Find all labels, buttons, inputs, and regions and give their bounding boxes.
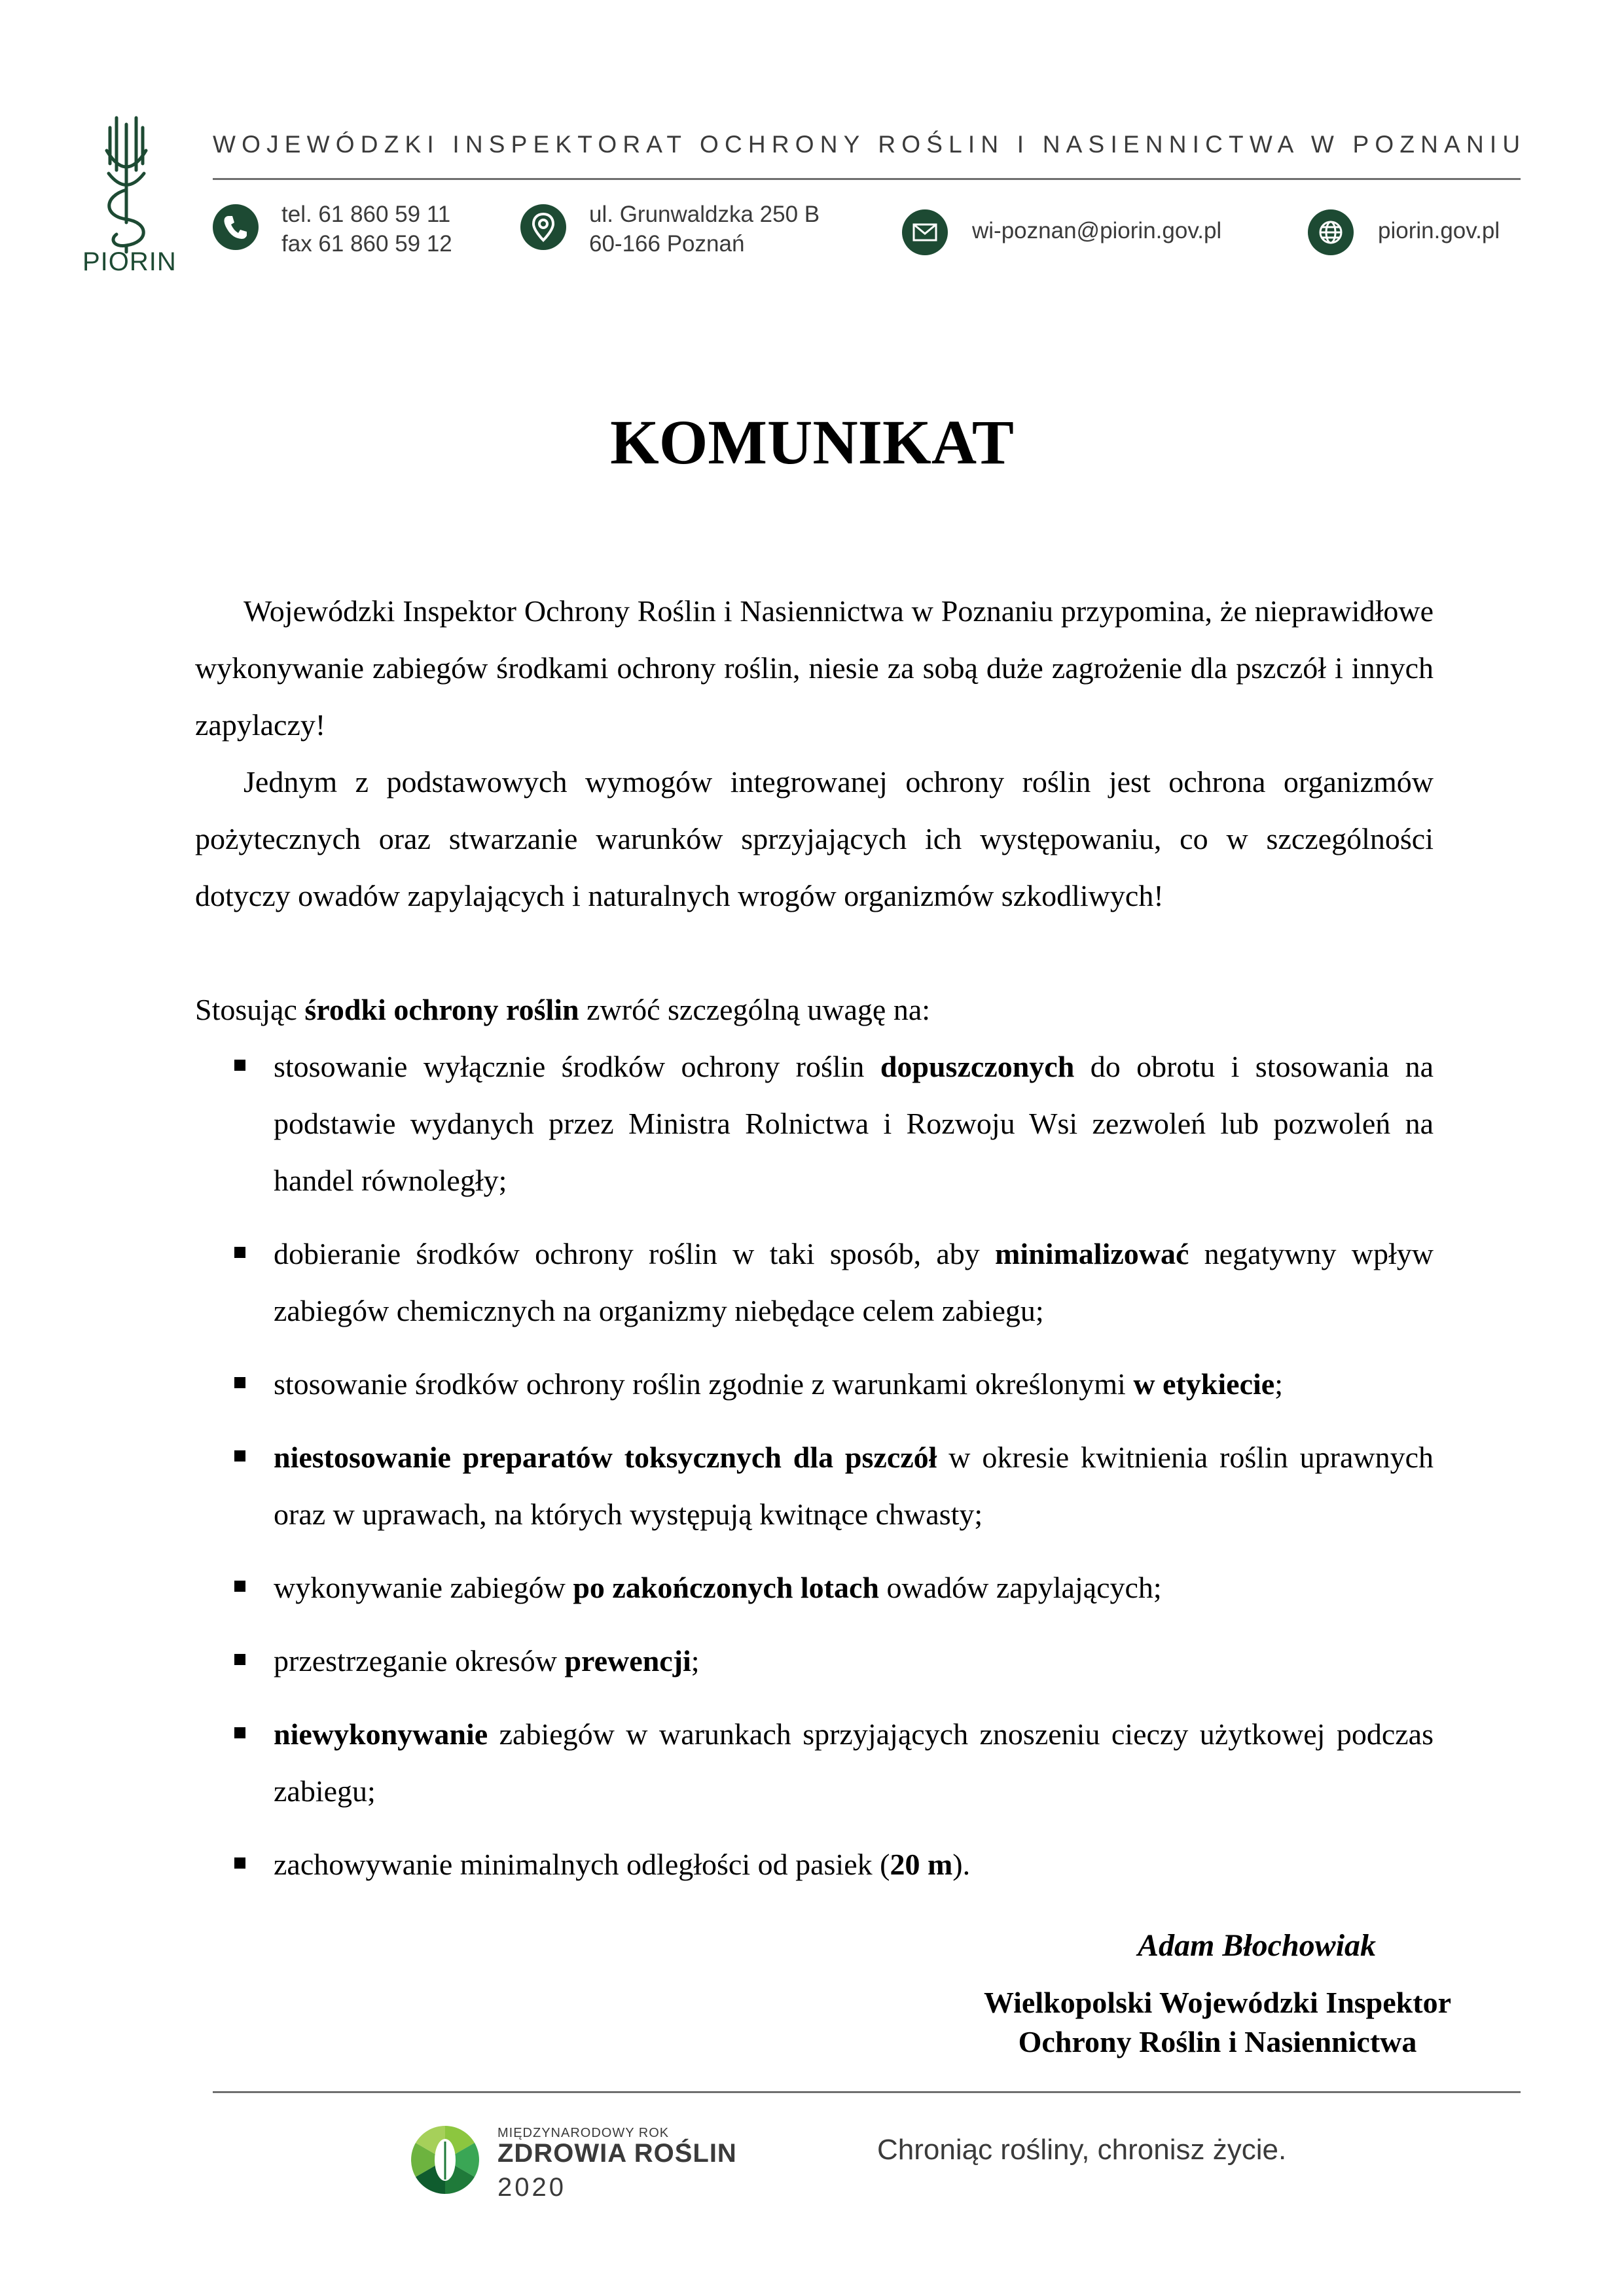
signatory-role-line2: Ochrony Roślin i Nasiennictwa xyxy=(1018,2025,1417,2058)
bullet-square-icon xyxy=(234,1857,245,1869)
header-divider xyxy=(213,178,1521,180)
bullet-square-icon xyxy=(234,1060,245,1071)
fax-number: fax 61 860 59 12 xyxy=(281,231,452,257)
phone-numbers xyxy=(281,200,452,259)
footer-logo-title: ZDROWIA ROŚLIN xyxy=(497,2139,737,2168)
leaf-logo-icon xyxy=(406,2121,484,2199)
list-item: zachowywanie minimalnych odległości od pasiek (20 m). xyxy=(195,1836,1434,1893)
phone-number[interactable]: tel. 61 860 59 11 xyxy=(281,202,451,227)
lead-in-text-end: zwróć szczególną uwagę na: xyxy=(579,993,931,1026)
website-link[interactable]: piorin.gov.pl xyxy=(1378,218,1500,243)
footer-logo-year: 2020 xyxy=(497,2173,566,2202)
signatory-role-line1: Wielkopolski Wojewódzki Inspektor xyxy=(983,1986,1451,2019)
recommendation-list xyxy=(195,1038,1434,1893)
lead-in-bold: środki ochrony roślin xyxy=(304,993,579,1026)
list-item: niewykonywanie zabiegów w warunkach sprzyjających znoszeniu cieczy użytkowej podczas zabiegu; xyxy=(195,1706,1434,1820)
footer-logo-caption: MIĘDZYNARODOWY ROK xyxy=(497,2126,670,2140)
globe-icon xyxy=(1308,209,1354,255)
paragraph-lead-in xyxy=(195,981,1434,1038)
signatory-name: Adam Błochowiak xyxy=(1137,1928,1377,1963)
envelope-icon xyxy=(902,209,948,255)
bullet-square-icon xyxy=(234,1581,245,1592)
address-city: 60-166 Poznań xyxy=(589,231,745,257)
page-title: KOMUNIKAT xyxy=(610,407,1014,477)
location-pin-icon xyxy=(520,204,566,250)
email-link[interactable]: wi-poznan@piorin.gov.pl xyxy=(972,218,1222,243)
address xyxy=(589,200,820,259)
bullet-square-icon xyxy=(234,1727,245,1738)
signatory-role xyxy=(916,1983,1519,2062)
list-item: stosowanie środków ochrony roślin zgodnie z warunkami określonymi w etykiecie; xyxy=(195,1355,1434,1412)
phone-icon xyxy=(213,204,259,250)
paragraph-intro: Wojewódzki Inspektor Ochrony Roślin i Nasiennictwa w Poznaniu przypomina, że nieprawidłowe wykonywanie zabiegów środkami ochrony roślin, niesie za sobą duże zagrożenie dla pszczół i innych zapylaczy! xyxy=(195,594,1434,742)
bullet-square-icon xyxy=(234,1247,245,1258)
list-item: dobieranie środków ochrony roślin w taki sposób, aby minimalizować negatywny wpływ zabiegów chemicznych na organizmy niebędące celem zabiegu; xyxy=(195,1225,1434,1339)
list-item: niestosowanie preparatów toksycznych dla pszczół w okresie kwitnienia roślin uprawnych oraz w uprawach, na których występują kwitnące chwasty; xyxy=(195,1429,1434,1543)
organization-name: WOJEWÓDZKI INSPEKTORAT OCHRONY ROŚLIN I NASIENNICTWA W POZNANIU xyxy=(213,131,1526,158)
list-item: przestrzeganie okresów prewencji; xyxy=(195,1632,1434,1689)
list-item: stosowanie wyłącznie środków ochrony roślin dopuszczonych do obrotu i stosowania na podstawie wydanych przez Ministra Rolnictwa i Rozwoju Wsi zezwoleń lub pozwoleń na handel równoległy; xyxy=(195,1038,1434,1209)
paragraph-requirements: Jednym z podstawowych wymogów integrowanej ochrony roślin jest ochrona organizmów pożytecznych oraz stwarzanie warunków sprzyjających ich występowaniu, co w szczególności dotyczy owadów zapylających i naturalnych wrogów organizmów szkodliwych! xyxy=(195,765,1434,912)
footer-divider xyxy=(213,2091,1521,2093)
list-item: wykonywanie zabiegów po zakończonych lotach owadów zapylających; xyxy=(195,1559,1434,1616)
bullet-square-icon xyxy=(234,1654,245,1665)
bullet-square-icon xyxy=(234,1450,245,1462)
lead-in-text: Stosując xyxy=(195,993,305,1026)
address-street: ul. Grunwaldzka 250 B xyxy=(589,202,820,227)
bullet-square-icon xyxy=(234,1377,245,1388)
logo-text: PIORIN xyxy=(82,247,177,276)
footer-slogan: Chroniąc rośliny, chronisz życie. xyxy=(877,2134,1287,2166)
